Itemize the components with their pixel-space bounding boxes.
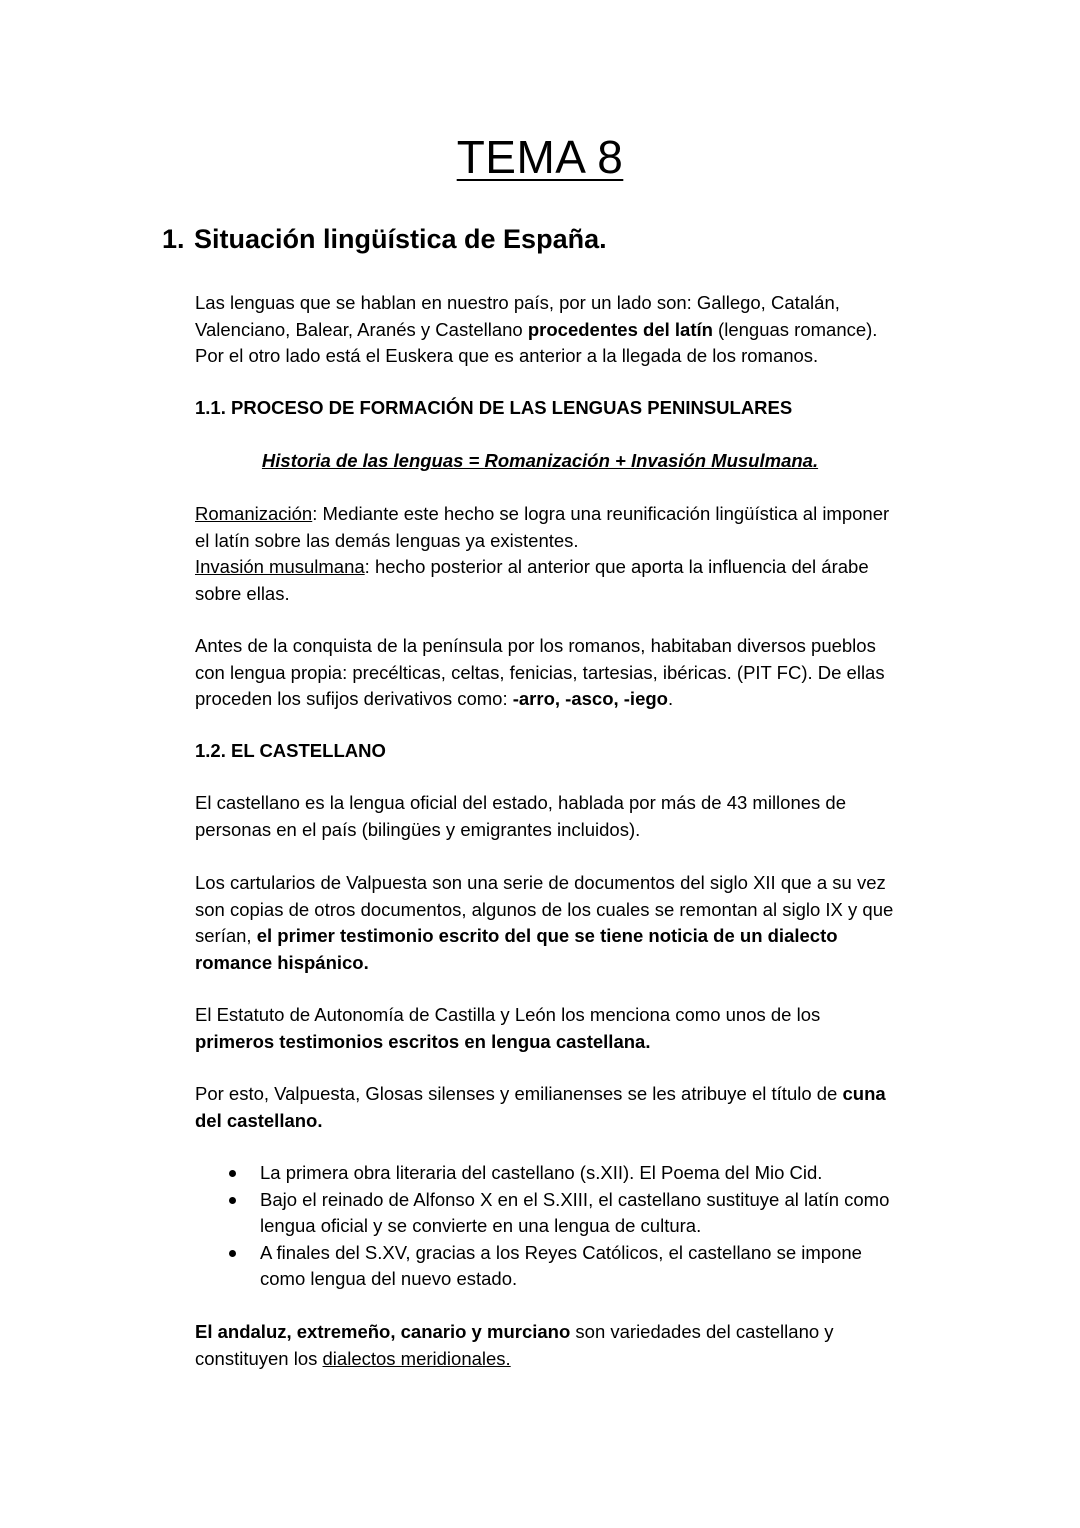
text-line: como lengua del nuevo estado. (260, 1268, 518, 1289)
text-line: son copias de otros documentos, algunos de los cuales se remontan al siglo IX y que (195, 898, 894, 920)
text-line: son variedades del castellano y (570, 1321, 834, 1342)
antes-paragraph (195, 633, 955, 713)
subsection-heading-1-1: 1.1. PROCESO DE FORMACIÓN DE LAS LENGUAS PENINSULARES (195, 397, 793, 418)
text-line: A finales del S.XV, gracias a los Reyes Católicos, el castellano se impone (260, 1241, 862, 1263)
formula-line: Historia de las lenguas = Romanización + Invasión Musulmana. (261, 450, 819, 471)
section-heading-1 (162, 224, 607, 255)
bullet-icon (229, 1170, 236, 1177)
bold-text: El andaluz, extremeño, canario y murciano (195, 1321, 571, 1342)
text-line: Las lenguas que se hablan en nuestro país, por un lado son: Gallego, Catalán, (195, 292, 840, 313)
bullet-list (195, 1160, 955, 1293)
text-line: Antes de la conquista de la península por los romanos, habitaban diversos pueblos (195, 635, 876, 656)
castellano-paragraph-5 (195, 1319, 955, 1372)
castellano-paragraph-3 (195, 1002, 955, 1055)
text-line: El castellano es la lengua oficial del estado, hablada por más de 43 millones de (195, 792, 846, 813)
list-item (195, 1187, 955, 1240)
list-item (195, 1160, 955, 1187)
text-line: el latín sobre las demás lenguas ya existentes. (195, 529, 579, 551)
bullet-icon (229, 1250, 236, 1257)
text-line: Los cartularios de Valpuesta son una serie de documentos del siglo XII que a su vez (195, 872, 886, 893)
text-line: : hecho posterior al anterior que aporta la influencia del árabe (364, 556, 869, 577)
text-line: constituyen los (195, 1347, 323, 1369)
bold-text: el primer testimonio escrito del que se tiene noticia de un dialecto (256, 925, 838, 946)
text-line: El Estatuto de Autonomía de Castilla y León los menciona como unos de los (195, 1004, 821, 1025)
text-line: Valenciano, Balear, Aranés y Castellano (195, 318, 528, 340)
list-item (195, 1240, 955, 1293)
bold-text: -arro, -asco, -iego (512, 688, 668, 709)
romanizacion-paragraph (195, 501, 955, 607)
section-title: Situación lingüística de España. (194, 224, 607, 254)
bullet-icon (229, 1197, 236, 1204)
bold-text: cuna (842, 1083, 886, 1104)
text-line: proceden los sufijos derivativos como: (195, 688, 513, 709)
text-line: lengua oficial y se convierte en una lengua de cultura. (260, 1215, 702, 1236)
castellano-paragraph-1 (195, 790, 955, 843)
text-line: La primera obra literaria del castellano (s.XII). El Poema del Mio Cid. (260, 1162, 823, 1183)
castellano-paragraph-4 (195, 1081, 955, 1134)
bold-text: del castellano. (195, 1109, 323, 1131)
intro-paragraph (195, 290, 955, 370)
text-line: Por esto, Valpuesta, Glosas silenses y emilianenses se les atribuye el título de (195, 1083, 843, 1104)
page-title: TEMA 8 (456, 131, 624, 183)
term-romanizacion: Romanización (195, 503, 313, 524)
text-line: serían, (195, 925, 257, 946)
bold-text: primeros testimonios escritos en lengua castellana. (195, 1030, 651, 1052)
term-invasion: Invasión musulmana (195, 556, 365, 577)
castellano-paragraph-2 (195, 870, 955, 976)
bold-text: romance hispánico. (195, 951, 369, 973)
text-line: Por el otro lado está el Euskera que es anterior a la llegada de los romanos. (195, 345, 819, 366)
subsection-heading-1-2: 1.2. EL CASTELLANO (195, 740, 386, 761)
text-line: sobre ellas. (195, 582, 290, 604)
text-line: personas en el país (bilingües y emigrantes incluidos). (195, 818, 641, 840)
text-line: con lengua propia: precélticas, celtas, fenicias, tartesias, ibéricas. (PIT FC). De ellas (195, 661, 885, 683)
text-line: Bajo el reinado de Alfonso X en el S.XIII, el castellano sustituye al latín como (260, 1188, 890, 1210)
text-line: (lenguas romance). (712, 318, 878, 340)
term-dialectos-meridionales: dialectos meridionales. (322, 1347, 511, 1369)
text-line: : Mediante este hecho se logra una reunificación lingüística al imponer (312, 503, 890, 524)
bold-text: procedentes del latín (527, 318, 713, 340)
section-number: 1. (162, 224, 185, 254)
text-line: . (667, 688, 674, 709)
